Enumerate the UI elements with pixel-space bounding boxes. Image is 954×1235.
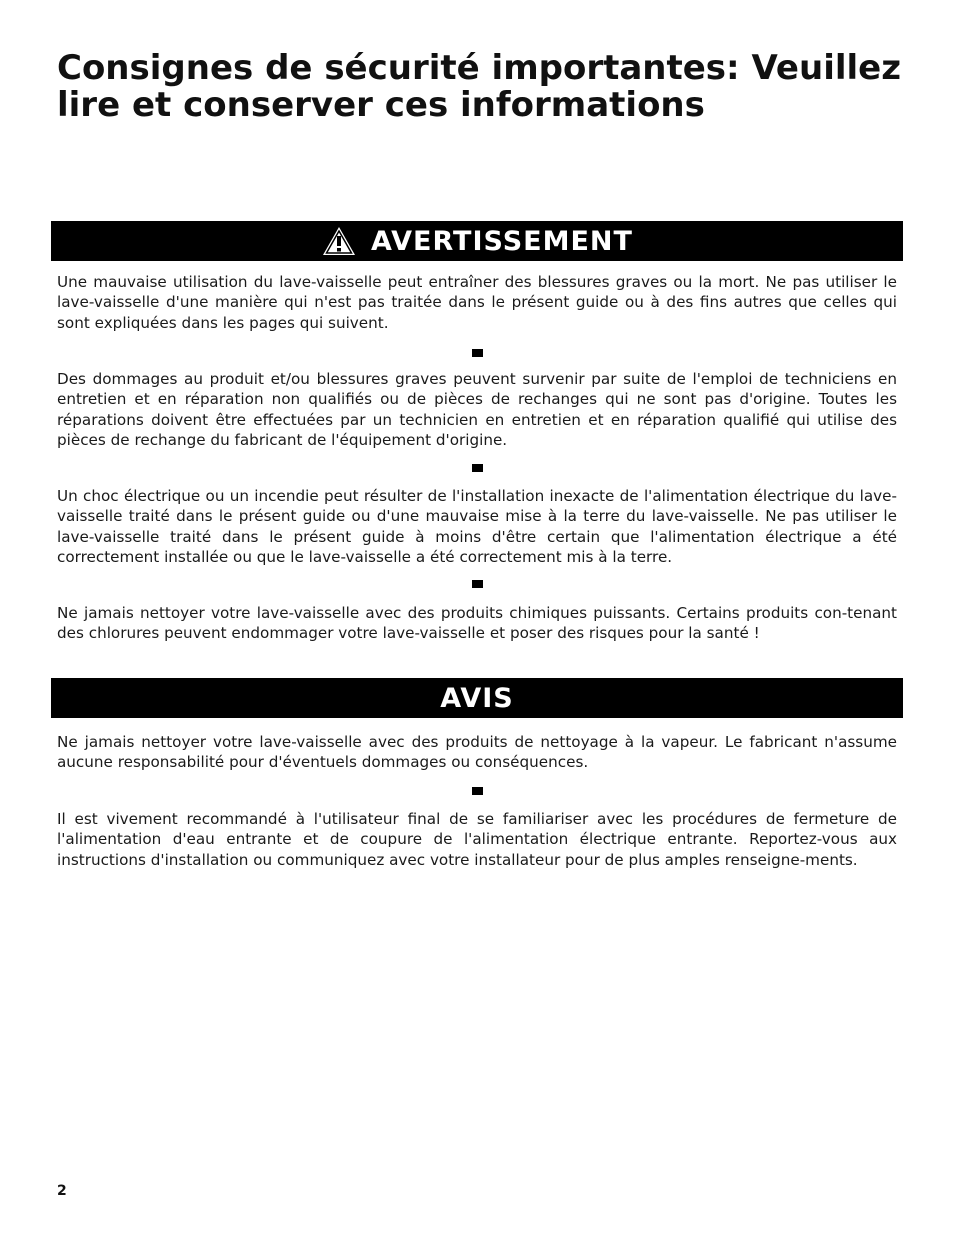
notice-heading: AVIS — [440, 682, 514, 714]
separator-square — [472, 580, 483, 588]
notice-heading-band — [51, 678, 903, 718]
page-number: 2 — [57, 1183, 67, 1199]
separator-square — [472, 349, 483, 357]
warning-paragraph-2: Des dommages au produit et/ou blessures graves peuvent survenir par suite de l'emploi de techniciens en entretien et en réparation non qualifiés ou de pièces de rechanges qui ne sont pas d'origine. Toutes les réparations doivent être effectuées par un technicien en entretien et en réparation qualifié qui utilise des pièces de rechange du fabricant de l'équipement d'origine. — [57, 370, 897, 449]
separator-square — [472, 464, 483, 472]
page-title: Consignes de sécurité importantes: Veuillez lire et conserver ces informations — [57, 48, 902, 125]
warning-triangle-icon — [321, 225, 357, 257]
notice-paragraph-2: Il est vivement recommandé à l'utilisateur final de se familiariser avec les procédures de fermeture de l'alimentation d'eau entrante et de coupure de l'alimentation électrique entrante. Reportez-vous aux instructions d'installation ou communiquez avec votre installateur pour de plus amples renseigne-ments. — [57, 810, 897, 869]
notice-paragraph-1: Ne jamais nettoyer votre lave-vaisselle avec des produits de nettoyage à la vapeur. Le fabricant n'assume aucune responsabilité pour d'éventuels dommages ou conséquences. — [57, 733, 897, 772]
warning-paragraph-3: Un choc électrique ou un incendie peut résulter de l'installation inexacte de l'alimentation électrique du lave-vaisselle traité dans le présent guide ou d'une mauvaise mise à la terre du lave-vaisselle. Ne pas utiliser le lave-vaisselle traité dans le présent guide à moins d'être certain que l'alimentation électrique a été correctement installée ou que le lave-vaisselle a été correctement mis à la terre. — [57, 487, 897, 566]
warning-heading-band — [51, 221, 903, 261]
warning-heading: AVERTISSEMENT — [371, 225, 633, 257]
warning-paragraph-1: Une mauvaise utilisation du lave-vaisselle peut entraîner des blessures graves ou la mort. Ne pas utiliser le lave-vaisselle d'une manière qui n'est pas traitée dans le présent guide ou à des fins autres que celles qui sont expliquées dans les pages qui suivent. — [57, 273, 897, 332]
separator-square — [472, 787, 483, 795]
warning-paragraph-4: Ne jamais nettoyer votre lave-vaisselle avec des produits chimiques puissants. Certains produits con-tenant des chlorures peuvent endommager votre lave-vaisselle et poser des risques pour la santé ! — [57, 604, 897, 643]
